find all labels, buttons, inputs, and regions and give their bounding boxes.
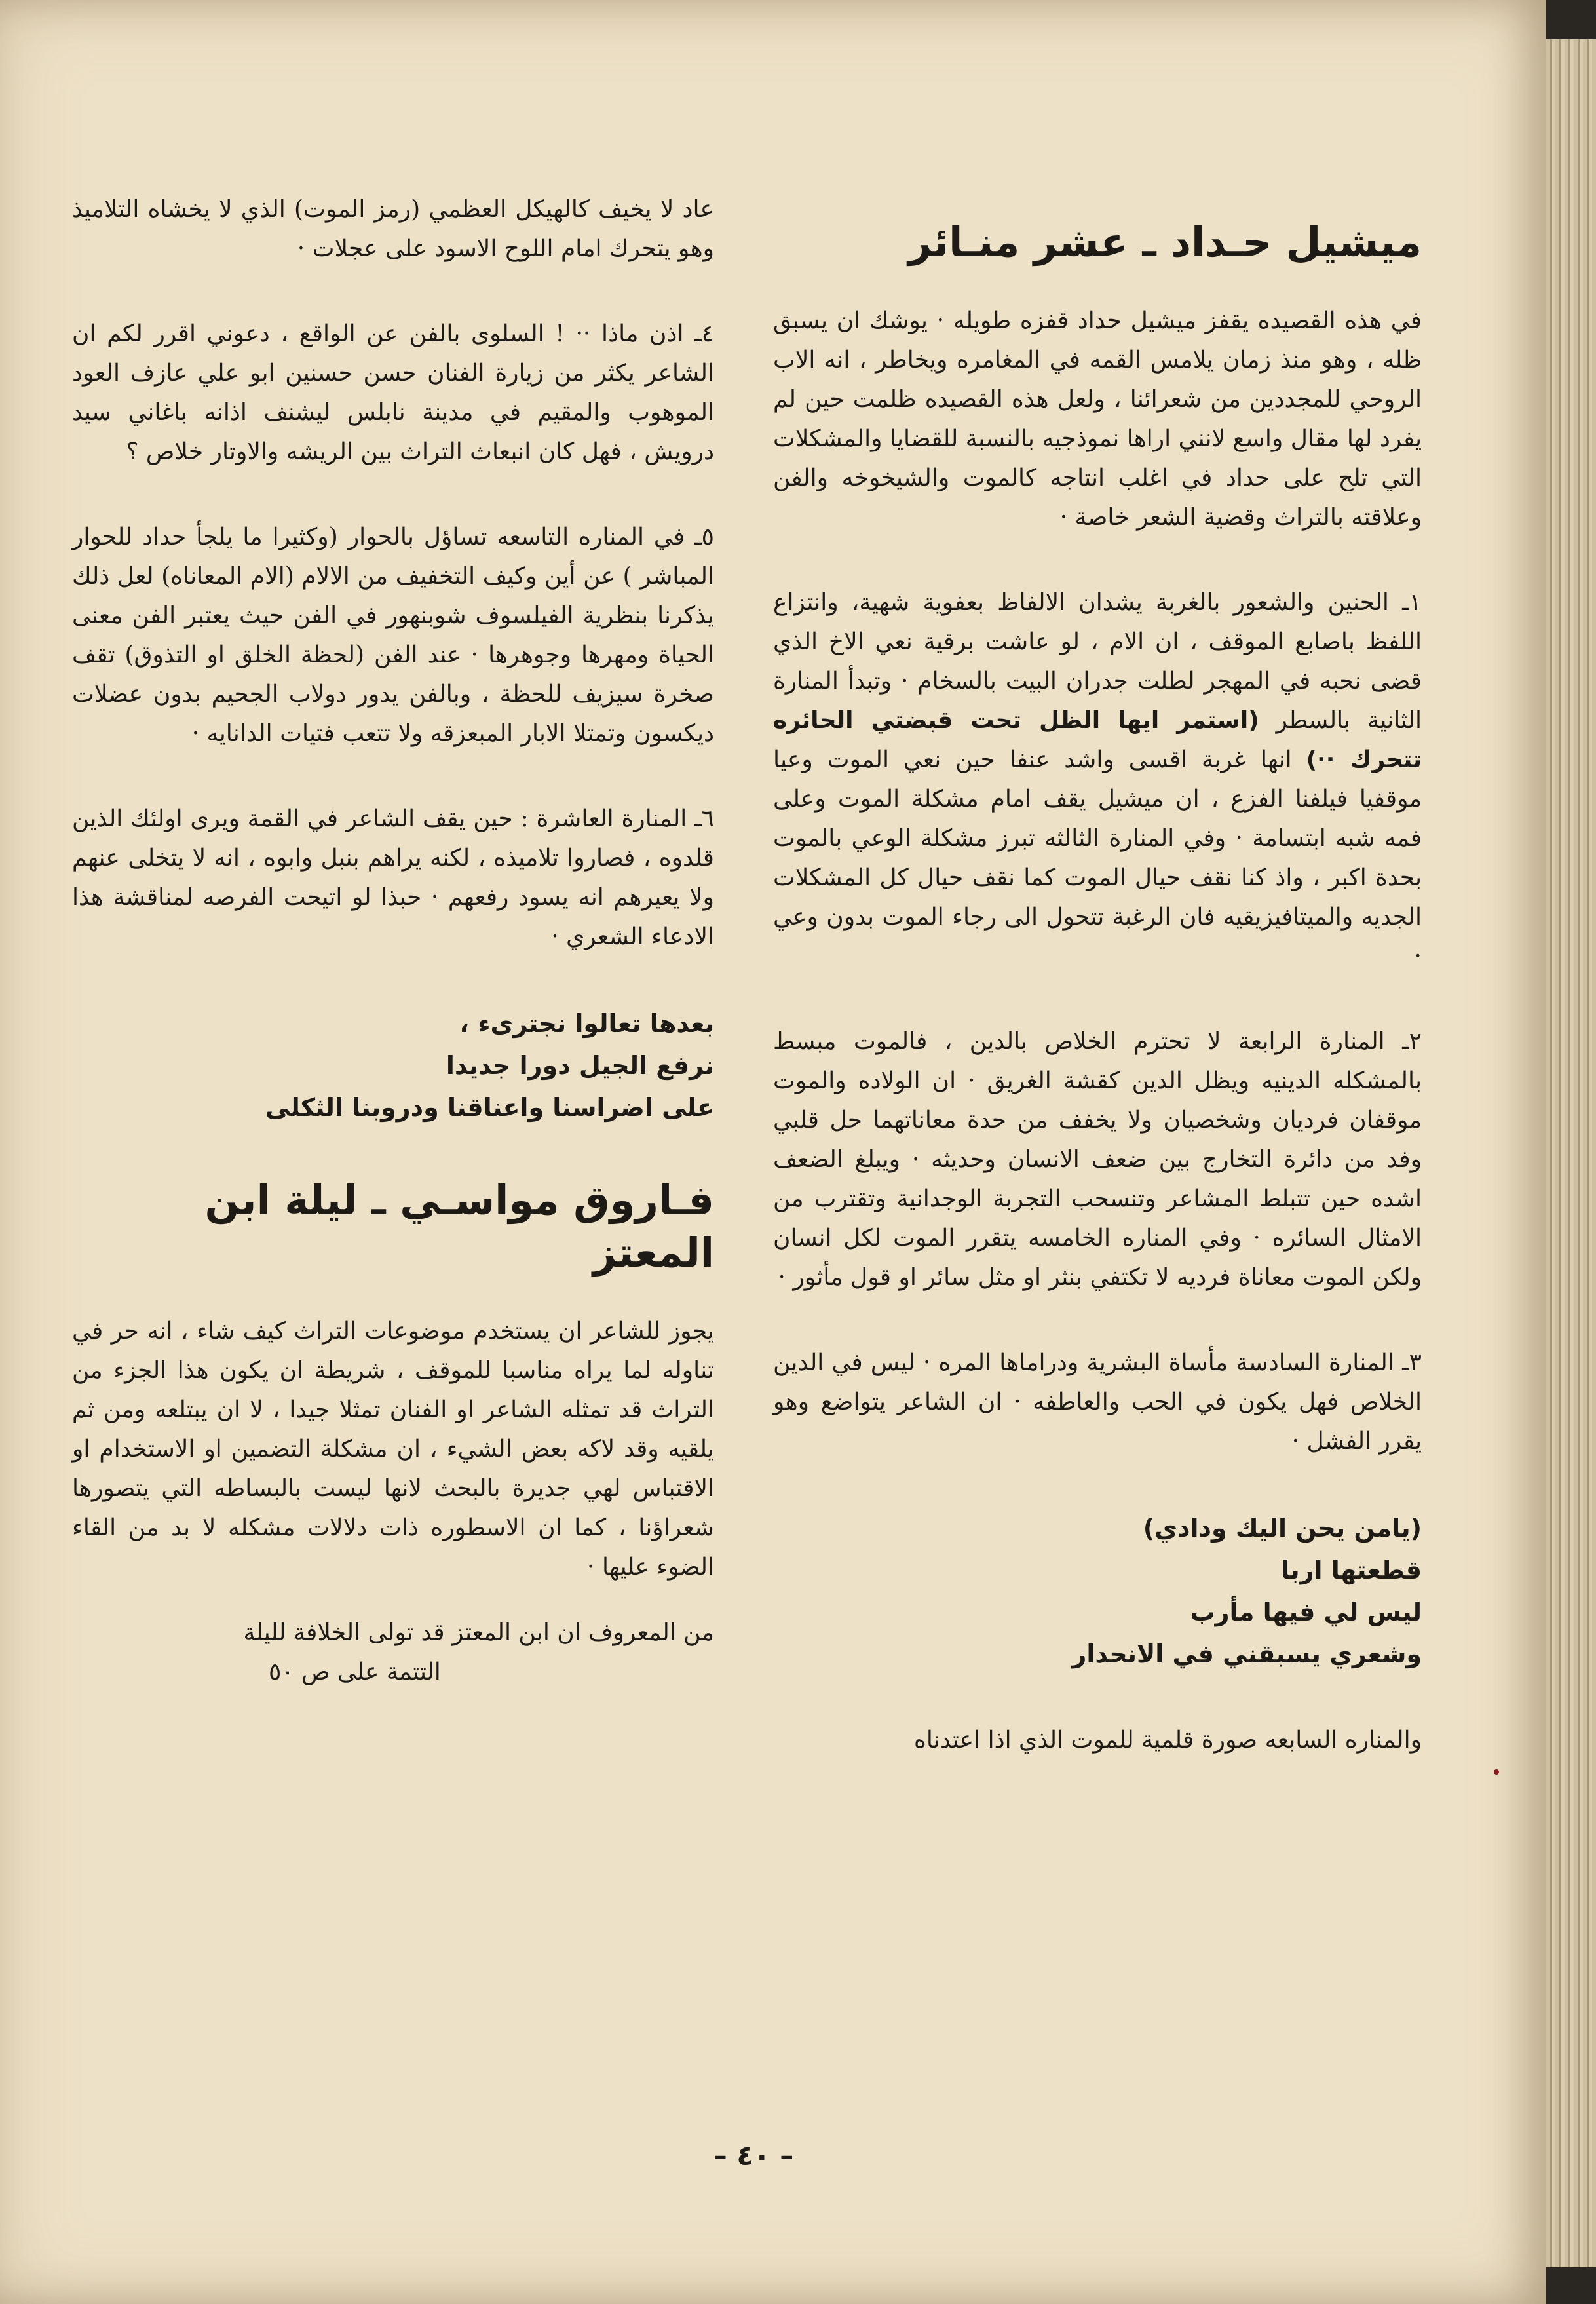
verse-line: على اضراسنا واعناقنا ودروبنا الثكلى: [265, 1093, 714, 1122]
article2-paragraph-1: يجوز للشاعر ان يستخدم موضوعات التراث كيف شاء ، انه حر في تناوله لما يراه مناسبا للموقف ، شريطة ان يكون هذا الجزء من التراث قد تمثله الشاعر او الفنان تمثلا جيدا ، لا ان يبتلعه ومن ثم يلقيه وقد لاكه بعض الشيء ، ان مشكلة التضمين او الاستخدام او الاقتباس لهي جديرة بالبحث لانها ليست بالبساطه التي يتصورها شعراؤنا ، كما ان الاسطوره ذات دلالات مشكله لا بد من القاء الضوء عليها ·: [72, 1318, 714, 1581]
article-intro-paragraph: في هذه القصيده يقفز ميشيل حداد قفزه طويله · يوشك ان يسبق ظله ، وهو منذ زمان يلامس القمه في المغامره ويخاطر ، انه الاب الروحي للمجددين من شعرائنا ، ولعل هذه القصيده ظلمت حين لم يفرد لها مقال واسع لانني اراها نموذجيه بالنسبة للقضايا والمشكلات التي تلح على حداد في اغلب انتاجه كالموت والشيخوخه والفن وعلاقته بالتراث وقضية الشعر خاصة ·: [773, 307, 1422, 531]
page-edges: [1546, 39, 1596, 2267]
verse-line: بعدها تعالوا نجترىء ،: [459, 1009, 714, 1038]
article-title-farouk-mawasi: فـاروق مواسـي ـ ليلة ابن المعتز: [204, 1176, 714, 1277]
quoted-line-bold: (استمر ايها الظل تحت قبضتي الحائره تتحرك ··): [773, 707, 1422, 773]
paragraph-4: والمناره السابعه صورة قلمية للموت الذي اذا اعتدناه: [914, 1727, 1422, 1754]
paragraph-7: ٦ـ المنارة العاشرة : حين يقف الشاعر في القمة ويرى اولئك الذين قلدوه ، فصاروا تلاميذه ، لكنه يراهم بنبل وابوه ، انه لا يتخلى عنهم ولا يعيرهم انه يسود رفعهم · حبذا لو اتيحت الفرصه لمناقشة هذا الادعاء الشعري ·: [72, 805, 714, 950]
continued-paragraph: عاد لا يخيف كالهيكل العظمي (رمز الموت) الذي لا يخشاه التلاميذ وهو يتحرك امام اللوح الاسود على عجلات ·: [72, 196, 714, 262]
continued-on-note: التتمة على ص ٥٠: [269, 1659, 441, 1685]
verse-line: قطعتها اربا: [1281, 1556, 1422, 1584]
ink-speck: [1494, 1769, 1499, 1775]
paragraph-1-text-a: ١ـ الحنين والشعور بالغربة يشدان الالفاظ بعفوية شهية، وانتزاع اللفظ باصابع الموقف ، ان الام ، لو عاشت برقية نعي الاخ الذي قضى نحبه في المهجر لطلت جدران البيت بالسخام · وتبدأ المنارة الثانية بالسطر: [773, 589, 1422, 734]
paragraph-3: ٣ـ المنارة السادسة مأساة البشرية ودراماها المره · ليس في الدين الخلاص فهل يكون في الحب والعاطفه · ان الشاعر يتواضع وهو يقرر الفشل ·: [773, 1349, 1422, 1455]
poem-excerpt-1: [773, 1507, 1422, 1675]
paragraph-6: ٥ـ في المناره التاسعه تساؤل بالحوار (وكثيرا ما يلجأ حداد للحوار المباشر ) عن أين وكيف التخفيف من الالام (الام المعاناه) لعل ذلك يذكرنا بنظرية الفيلسوف شوبنهور في الفن حيث يعتبر الفن معنى الحياة ومهرها وجوهرها · عند الفن (لحظة الخلق او التذوق) تقف صخرة سيزيف للحظة ، وبالفن يدور دولاب الجحيم بدون عضلات ديكسون وتمتلا الابار المبعزقه ولا تتعب فتيات الدانايه ·: [72, 524, 714, 747]
verse-line: (يامن يحن اليك ودادي): [1143, 1514, 1422, 1543]
right-column: [773, 216, 1422, 1806]
article2-paragraph-2: من المعروف ان ابن المعتز قد تولى الخلافة لليلة: [243, 1619, 714, 1646]
article-title-michel-haddad: ميشيل حـداد ـ عشر منـائر: [908, 218, 1422, 266]
paragraph-2: ٢ـ المنارة الرابعة لا تحترم الخلاص بالدين ، فالموت مبسط بالمشكله الدينيه ويظل الدين كقشة الغريق · ان الولاده والموت موقفان فرديان وشخصيان ولا يخفف من حدة معاناتهما حل قلبي وفد من دائرة التخارج بين ضعف الانسان وحديثه · ويبلغ الضعف اشده حين تتبلط المشاعر وتنسحب التجربة الوجدانية وتقترب من الامثال السائره · وفي المناره الخامسه يتقرر الموت لكل انسان ولكن الموت معاناة فرديه لا تكتفي بنثر او مثل سائر او قول مأثور ·: [773, 1028, 1422, 1291]
verse-line: نرفع الجيل دورا جديدا: [446, 1051, 714, 1080]
verse-line: وشعري يسبقني في الانحدار: [1072, 1640, 1422, 1668]
verse-line: ليس لي فيها مأرب: [1190, 1598, 1422, 1626]
paragraph-1-text-b: انها غربة اقسى واشد عنفا حين نعي الموت وعيا موقفيا فيلفنا الفزع ، ان ميشيل يقف امام مشكلة الموت وعلى فمه شبه ابتسامة · وفي المنارة الثالثه تبرز مشكلة الوعي بالموت بحدة اكبر ، واذ كنا نقف حيال الموت كما نقف حيال كل المشكلات الجديه والميتافيزيقيه فان الرغبة تتحول الى رجاء الموت بدون وعي ·: [773, 746, 1422, 970]
paragraph-5: ٤ـ اذن ماذا ·· ! السلوى بالفن عن الواقع ، دعوني اقرر لكم ان الشاعر يكثر من زيارة الفنان حسن حسنين ابو علي عازف العود الموهوب والمقيم في مدينة نابلس ليشنف اذانه باغاني سيد درويش ، فهل كان انبعاث التراث بين الريشه والاوتار خلاص ؟: [72, 320, 714, 465]
left-column: [72, 190, 714, 1692]
page-number: – ٤٠ –: [713, 2140, 794, 2172]
paragraph-1: [773, 583, 1422, 976]
poem-excerpt-2: [72, 1003, 714, 1128]
